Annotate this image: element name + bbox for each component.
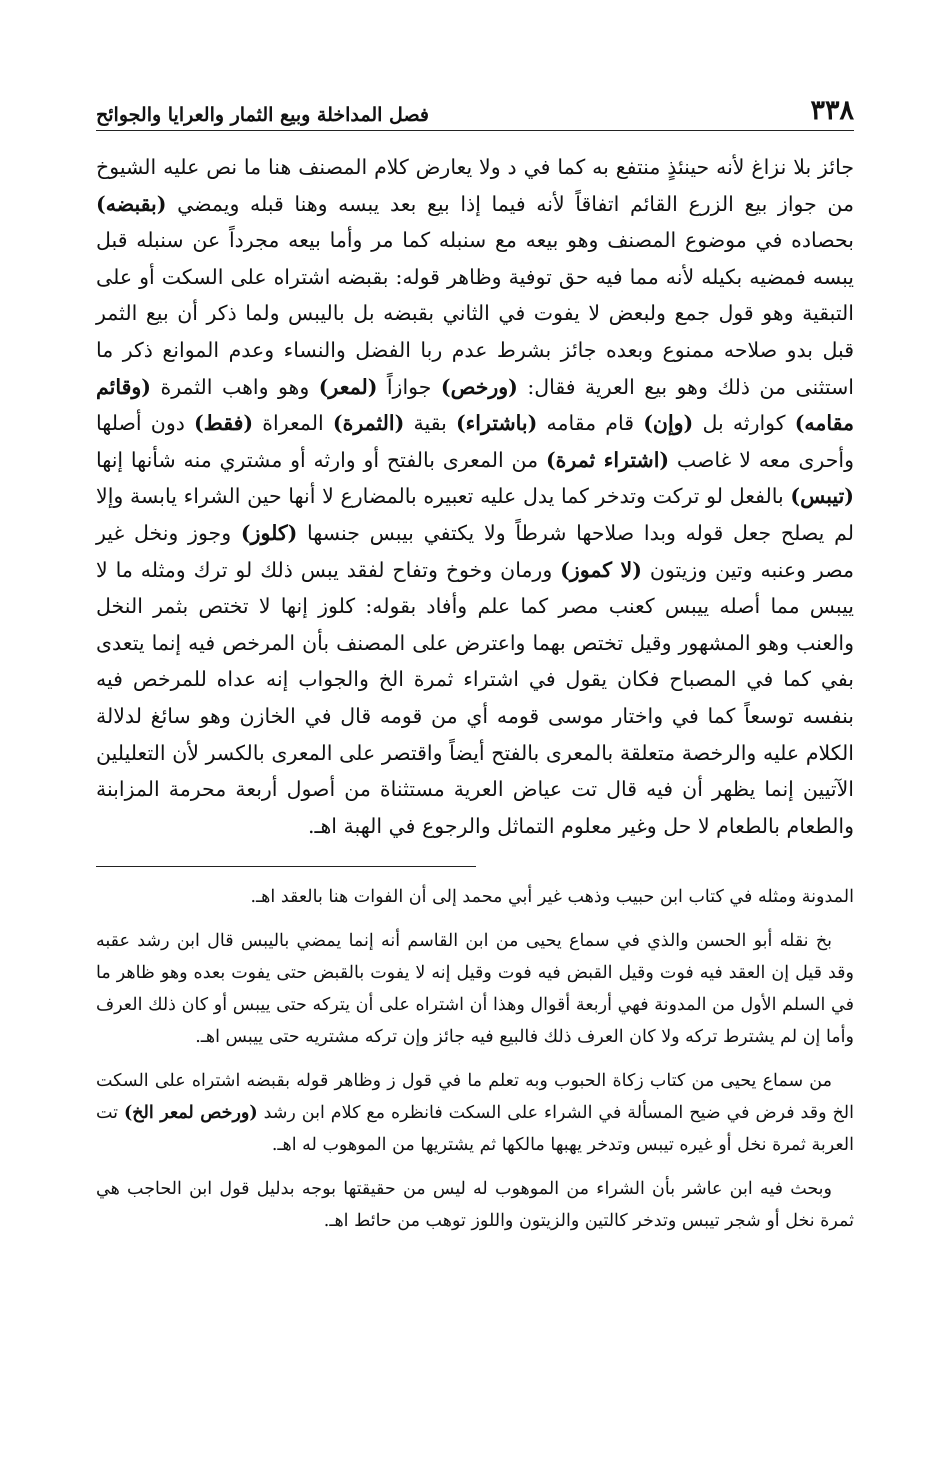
- lemma-bold: (وإن): [643, 411, 694, 436]
- text-segment: بقية: [404, 411, 456, 436]
- footnote-1: المدونة ومثله في كتاب ابن حبيب وذهب غير أبي محمد إلى أن الفوات هنا بالعقد اهـ.: [250, 887, 854, 908]
- text-segment: كوارثه بل: [693, 411, 795, 436]
- text-segment: المعراة: [253, 411, 333, 436]
- lemma-bold: (لا كموز): [560, 557, 642, 582]
- footnote-segment: تت العربة ثمرة نخل أو غيره تيبس وتدخر يهبها مالكها ثم يشتريها من الموهوب له اهـ.: [96, 1103, 854, 1156]
- lemma-bold: (الثمرة): [332, 411, 405, 436]
- main-commentary-text: [96, 149, 854, 844]
- text-segment: قام مقامه: [537, 411, 644, 436]
- text-segment: من المعرى بالفتح أو وارثه أو مشتري منه شأنها إنها: [96, 447, 546, 472]
- text-segment: دون أصلها وأحرى معه لا غاصب: [96, 411, 854, 472]
- lemma-bold: (لمعر): [318, 374, 378, 399]
- footnote-3: [96, 1065, 854, 1161]
- text-segment: بالفعل لو تركت وتدخر كما يدل عليه تعبيره بالمضارع لا أنها حين الشراء يابسة وإلا لم يصلح جعل قوله وبدا صلاحها شرطاً ولا يكتفي بيبس جنسها: [96, 484, 854, 545]
- lemma-bold: (بقبضه): [96, 191, 167, 216]
- running-title: فصل المداخلة وبيع الثمار والعرايا والجوائح: [96, 104, 430, 126]
- footnote-4: وبحث فيه ابن عاشر بأن الشراء من الموهوب له ليس من حقيقتها بوجه بدليل قول ابن الحاجب هي ثمرة نخل أو شجر تيبس وتدخر كالتين والزيتون واللوز توهب من حائط اهـ.: [96, 1179, 854, 1232]
- footnote-lemma-bold: (ورخص لمعر الخ): [123, 1103, 258, 1124]
- lemma-bold: (اشتراء ثمرة): [545, 447, 670, 472]
- footnote-segment: من سماع يحيى من كتاب زكاة الحبوب وبه تعلم ما في قول ز وظاهر قوله بقبضه اشتراه على السكت الخ وقد فرض في ضيح المسألة في الشراء على السكت فانظره مع كلام ابن رشد: [96, 1071, 854, 1124]
- footnote-2: بخ نقله أبو الحسن والذي في سماع يحيى من ابن القاسم أنه إنما يمضي باليبس قال ابن رشد عقبه وقد قيل إن العقد فيه فوت وقيل القبض فيه فوت وقيل إنه لا يفوت بالقبض حتى يفوت بعده وهو ظاهر ما في السلم الأول من المدونة فهي أربعة أقوال وهذا أن اشتراه على أن يتركه حتى ييبس أو كان ذلك العرف وأما إن لم يشترط تركه ولا كان العرف ذلك فالبيع فيه جائز وإن تركه مشتريه حتى ييبس اهـ.: [96, 931, 854, 1048]
- text-segment: بحصاده في موضوع المصنف وهو بيعه مع سنبله كما مر وأما بيعه مجرداً عن سنبله قبل يبسه فمضيه بكيله لأنه مما فيه حق توفية وظاهر قوله: بقبضه اشتراه على السكت أو على التبقية وهو قول جمع ولبعض لا يفوت في الثاني بقبضه بل باليبس ولما ذكر أن بيع الثمر قبل بدو صلاحه ممنوع وبعده جائز بشرط عدم ربا الفضل والنساء وعدم الموانع ذكر ما استثنى من ذلك وهو بيع العرية فقال:: [96, 228, 854, 399]
- page-number: ٣٣٨: [810, 95, 854, 126]
- page-header: [96, 86, 854, 131]
- lemma-bold: (تيبس): [790, 484, 854, 509]
- lemma-bold: (فقط): [194, 411, 254, 436]
- lemma-bold: (وقائم مقامه): [96, 374, 854, 436]
- lemma-bold: (باشتراء): [455, 411, 538, 436]
- text-segment: وجوز ونخل غير مصر وعنبه وتين وزيتون: [96, 520, 854, 582]
- lemma-bold: (كلوز): [240, 520, 298, 545]
- text-segment: وهو واهب الثمرة: [151, 374, 319, 399]
- text-segment: جائز بلا نزاغ لأنه حينئذٍ منتفع به كما في د ولا يعارض كلام المصنف هنا ما نص عليه الشيوخ من جواز بيع الزرع القائم اتفاقاً لأنه فيما إذا بيع بعد يبسه وهنا قبله ويمضي: [96, 155, 854, 216]
- text-segment: ورمان وخوخ وتفاح لفقد يبس ذلك لو ترك ومثله ما لا ييبس مما أصله ييبس كعنب مصر كما علم وأفاد بقوله: كلوز إنها لا تختص بثمر النخل والعنب وهو المشهور وقيل تختص بهما واعترض على المصنف بأن المرخص فيه إنما يتعدى بفي كما في المصباح فكان يقول في اشتراء ثمرة الخ والجواب إنه عداه للمرخص فيه بنفسه توسعاً كما في واختار موسى قومه أي من قومه قال في الخازن وهو سائغ لدلالة الكلام عليه والرخصة متعلقة بالمعرى بالفتح أيضاً واقتصر على المعرى بالكسر لأن التعليلين الآتيين إنما يظهر أن فيه قال تت عياض العرية مستثناة من أصول أربعة محرمة المزابنة والطعام بالطعام لا حل وغير معلوم التماثل والرجوع في الهبة اهـ.: [96, 557, 854, 838]
- footnote-divider: [96, 866, 476, 867]
- lemma-bold: (ورخص): [440, 374, 518, 399]
- text-segment: جوازاً: [377, 374, 441, 399]
